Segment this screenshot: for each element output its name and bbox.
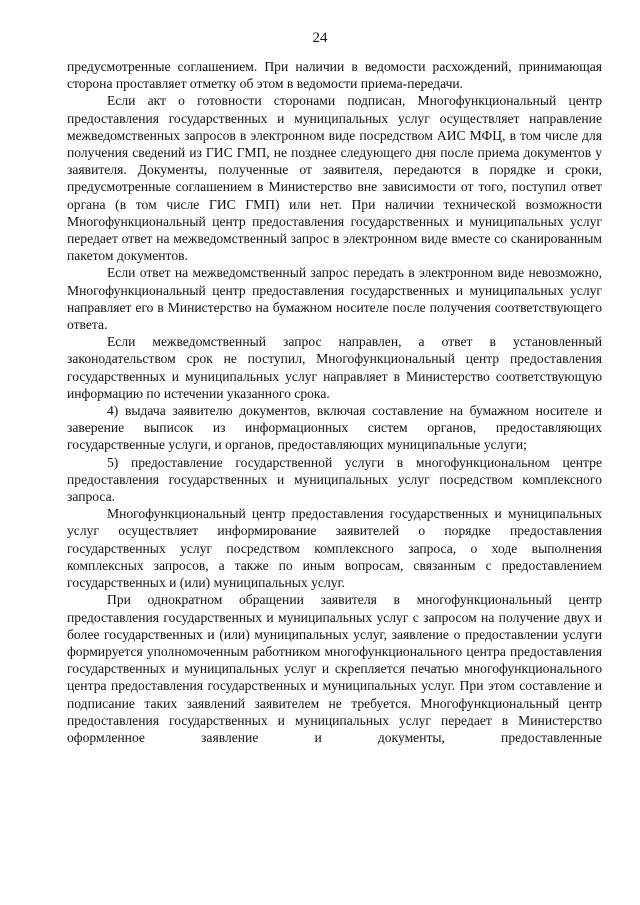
paragraph-informing: Многофункциональный центр предоставления государственных и муниципальных услуг осуществляет информирование заявителей о порядке предоставления государственных услуг посредством комплексного запроса, о ходе выполнения комплексных запросов, а также по иным вопросам, связанным с предоставлением государственных и (или) муниципальных услуг. [67, 506, 602, 591]
paragraph-continuation: предусмотренные соглашением. При наличии в ведомости расхождений, принимающая сторона проставляет отметку об этом в ведомости приема-передачи. [67, 59, 602, 92]
page-number: 24 [312, 30, 328, 46]
paragraph-act-signed: Если акт о готовности сторонами подписан, Многофункциональный центр предоставления государственных и муниципальных услуг осуществляет направление межведомственных запросов в электронном виде посредством АИС МФЦ, в том числе для получения сведений из ГИС ГМП, не позднее следующего дня после приема документов у заявителя. Документы, полученные от заявителя, передаются в порядке и сроки, предусмотренные соглашением в Министерство вне зависимости от того, поступил ответ органа (в том числе ГИС ГМП) или нет. При наличии технической возможности Многофункциональный центр предоставления государственных и муниципальных услуг передает ответ на межведомственный запрос в электронном виде вместе со сканированным пакетом документов. [67, 93, 602, 264]
paragraph-paper-request: Если ответ на межведомственный запрос передать в электронном виде невозможно, Многофункциональный центр предоставления государственных и муниципальных услуг направляет его в Министерство на бумажном носителе после получения соответствующего ответа. [67, 265, 602, 333]
paragraph-item-5: 5) предоставление государственной услуги в многофункциональном центре предоставления государственных и муниципальных услуг посредством комплексного запроса. [67, 454, 602, 505]
paragraph-no-response: Если межведомственный запрос направлен, а ответ в установленный законодательством срок не поступил, Многофункциональный центр предоставления государственных и муниципальных услуг направляет в Министерство соответствующую информацию по истечении указанного срока. [67, 334, 602, 401]
paragraph-item-4: 4) выдача заявителю документов, включая составление на бумажном носителе и заверение выписок из информационных систем органов, предоставляющих государственные услуги, и органов, предоставляющих муниципальные услуги; [67, 403, 602, 453]
document-body [67, 58, 602, 746]
paragraph-single-request: При однократном обращении заявителя в многофункциональный центр предоставления государственных и муниципальных услуг с запросом на получение двух и более государственных и (или) муниципальных услуг, заявление о предоставлении услуги формируется уполномоченным работником многофункционального центра предоставления государственных и муниципальных услуг и скрепляется печатью многофункционального центра предоставления государственных и муниципальных услуг. При этом составление и подписание таких заявлений заявителем не требуется. Многофункциональный центр предоставления государственных и муниципальных услуг передает в Министерство оформленное заявление и документы, предоставленные [67, 592, 602, 745]
